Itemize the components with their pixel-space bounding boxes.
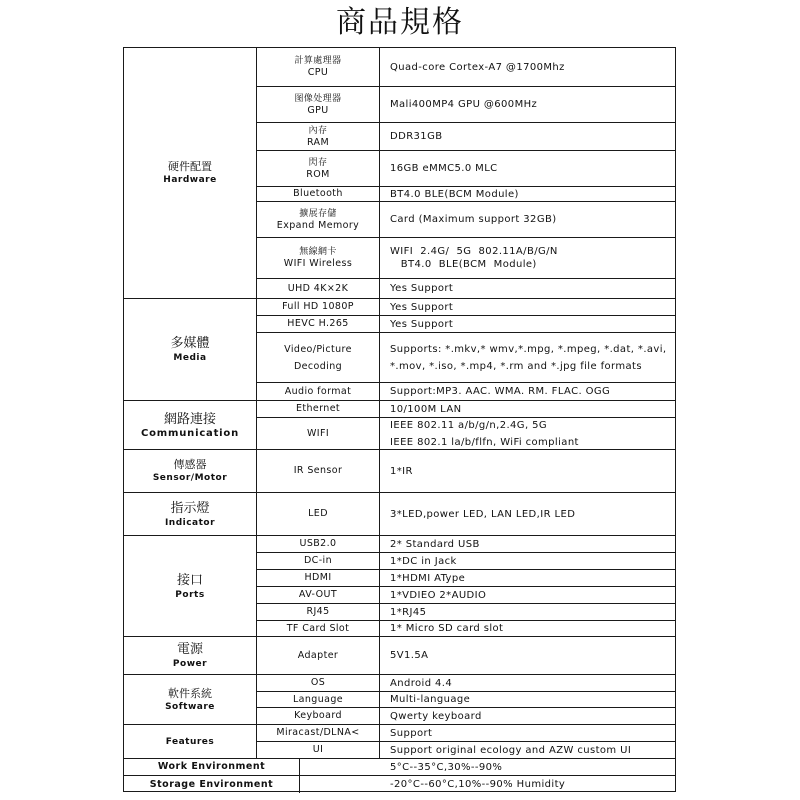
param-en: UHD 4K×2K bbox=[287, 282, 349, 294]
value-line: 1*DC in Jack bbox=[390, 555, 457, 567]
param-en: Keyboard bbox=[294, 710, 342, 721]
value-line: Yes Support bbox=[390, 283, 454, 294]
category-en: Software bbox=[165, 701, 215, 712]
param-usb bbox=[257, 535, 380, 552]
param-bluetooth bbox=[257, 186, 380, 201]
param-en: Adapter bbox=[297, 649, 339, 661]
category-media bbox=[124, 298, 257, 400]
param-ir-sensor bbox=[257, 449, 380, 492]
category-zh: 軟件系統 bbox=[168, 686, 212, 700]
category-indicator bbox=[124, 492, 257, 535]
param-en: HEVC H.265 bbox=[287, 318, 349, 329]
param-en: Language bbox=[292, 693, 344, 705]
value-gpu bbox=[380, 86, 676, 122]
value-line: Mali400MP4 GPU @600MHz bbox=[390, 99, 538, 110]
param-en: Expand Memory bbox=[276, 219, 360, 231]
category-en: Power bbox=[172, 659, 208, 669]
value-line: Yes Support bbox=[390, 318, 454, 330]
param-en: USB2.0 bbox=[299, 538, 337, 549]
category-storage-environment bbox=[124, 775, 300, 793]
category-zh: 傳感器 bbox=[173, 458, 207, 471]
category-en: Storage Environment bbox=[149, 778, 274, 790]
param-rj45 bbox=[257, 603, 380, 620]
value-line: IEEE 802.1 la/b/flfn, WiFi compliant bbox=[390, 436, 579, 448]
param-en: Ethernet bbox=[295, 403, 341, 414]
param-cpu bbox=[257, 48, 380, 86]
value-line: Card (Maximum support 32GB) bbox=[390, 214, 557, 225]
value-uhd bbox=[380, 278, 676, 298]
param-en: RAM bbox=[306, 136, 330, 148]
param-full-hd bbox=[257, 298, 380, 315]
param-zh: 擴展存儲 bbox=[299, 208, 337, 219]
category-ports bbox=[124, 535, 257, 636]
value-line: Android 4.4 bbox=[390, 677, 453, 689]
param-zh: 內存 bbox=[308, 125, 328, 136]
value-line: 3*LED,power LED, LAN LED,IR LED bbox=[390, 508, 576, 520]
value-line: 1*RJ45 bbox=[390, 606, 427, 618]
param-en: HDMI bbox=[304, 572, 332, 583]
category-communication bbox=[124, 400, 257, 449]
value-line: 2* Standard USB bbox=[390, 538, 480, 550]
value-line: Supports: *.mkv,* wmv,*.mpg, *.mpeg, *.dat, *.avi, bbox=[390, 343, 667, 355]
value-led bbox=[380, 492, 676, 535]
value-language bbox=[380, 691, 676, 707]
param-en: WIFI bbox=[306, 427, 330, 439]
param-en: RJ45 bbox=[306, 606, 330, 617]
value-keyboard bbox=[380, 707, 676, 724]
category-zh: 接口 bbox=[176, 572, 203, 588]
param-en: Miracast/DLNA< bbox=[276, 727, 360, 738]
value-line: WIFI 2.4G/ 5G 802.11A/B/G/N bbox=[390, 246, 558, 257]
category-software bbox=[124, 674, 257, 724]
value-rom bbox=[380, 150, 676, 186]
category-zh: 硬件配置 bbox=[168, 160, 212, 173]
param-ram bbox=[257, 122, 380, 150]
param-zh: 無線網卡 bbox=[299, 247, 337, 257]
value-line: Support original ecology and AZW custom UI bbox=[390, 744, 632, 756]
category-zh: 電源 bbox=[176, 642, 203, 657]
value-line: 16GB eMMC5.0 MLC bbox=[390, 163, 498, 174]
param-os bbox=[257, 674, 380, 691]
value-av-out bbox=[380, 586, 676, 603]
value-work-environment bbox=[300, 758, 676, 775]
value-line: Support:MP3. AAC. WMA. RM. FLAC. OGG bbox=[390, 386, 611, 397]
param-en: GPU bbox=[307, 104, 329, 116]
category-en: Sensor/Motor bbox=[152, 473, 228, 483]
category-power bbox=[124, 636, 257, 674]
value-line: Qwerty keyboard bbox=[390, 710, 482, 722]
category-features bbox=[124, 724, 257, 758]
value-usb bbox=[380, 535, 676, 552]
category-zh: 網路連接 bbox=[163, 411, 216, 427]
category-zh: 多媒體 bbox=[170, 336, 210, 351]
param-wifi bbox=[257, 417, 380, 449]
value-line: -20°C--60°C,10%--90% Humidity bbox=[390, 779, 566, 790]
value-miracast bbox=[380, 724, 676, 741]
value-line: Quad-core Cortex-A7 @1700Mhz bbox=[390, 61, 565, 73]
value-hdmi bbox=[380, 569, 676, 586]
value-wifi bbox=[380, 417, 676, 449]
param-av-out bbox=[257, 586, 380, 603]
category-en: Ports bbox=[175, 589, 205, 600]
value-ui bbox=[380, 741, 676, 758]
param-adapter bbox=[257, 636, 380, 674]
value-line: BT4.0 BLE(BCM Module) bbox=[390, 188, 519, 200]
value-rj45 bbox=[380, 603, 676, 620]
value-ir-sensor bbox=[380, 449, 676, 492]
param-en: Video/Picture bbox=[284, 343, 352, 355]
param-zh: 閃存 bbox=[308, 157, 328, 168]
value-storage-environment bbox=[300, 775, 676, 793]
param-ethernet bbox=[257, 400, 380, 417]
value-ram bbox=[380, 122, 676, 150]
param-tf-card bbox=[257, 620, 380, 636]
param-video-picture bbox=[257, 332, 380, 382]
param-en: WIFI Wireless bbox=[283, 258, 353, 269]
value-line: 5°C--35°C,30%--90% bbox=[390, 761, 503, 773]
category-en: Hardware bbox=[163, 175, 217, 185]
category-en: Indicator bbox=[164, 517, 216, 528]
param-expand-memory bbox=[257, 201, 380, 237]
param-en: Bluetooth bbox=[293, 188, 343, 199]
value-line: 10/100M LAN bbox=[390, 403, 462, 415]
param-en: AV-OUT bbox=[298, 589, 338, 600]
value-line: 1*IR bbox=[390, 465, 413, 477]
category-hardware bbox=[124, 48, 257, 298]
param-language bbox=[257, 691, 380, 707]
value-cpu bbox=[380, 48, 676, 86]
value-line: 5V1.5A bbox=[390, 650, 429, 661]
value-video-picture bbox=[380, 332, 676, 382]
value-tf-card bbox=[380, 620, 676, 636]
value-line: *.mov, *.iso, *.mp4, *.rm and *.jpg file formats bbox=[390, 360, 642, 372]
value-line: IEEE 802.11 a/b/g/n,2.4G, 5G bbox=[390, 419, 548, 431]
param-en: CPU bbox=[307, 67, 329, 78]
param-en: ROM bbox=[306, 168, 330, 180]
param-uhd bbox=[257, 278, 380, 298]
category-zh: 指示燈 bbox=[170, 500, 210, 516]
value-line: 1*HDMI AType bbox=[390, 572, 466, 584]
category-sensor bbox=[124, 449, 257, 492]
category-work-environment bbox=[124, 758, 300, 775]
value-hevc bbox=[380, 315, 676, 332]
value-line: 1*VDIEO 2*AUDIO bbox=[390, 589, 487, 601]
param-en: UI bbox=[312, 744, 324, 755]
value-audio-format bbox=[380, 382, 676, 400]
param-en: Audio format bbox=[284, 385, 352, 397]
param-en-2: Decoding bbox=[293, 360, 343, 372]
param-hevc bbox=[257, 315, 380, 332]
value-ethernet bbox=[380, 400, 676, 417]
category-en: Media bbox=[173, 353, 207, 363]
param-keyboard bbox=[257, 707, 380, 724]
page-title: 商品規格 bbox=[336, 5, 464, 40]
param-en: IR Sensor bbox=[293, 465, 343, 476]
param-audio-format bbox=[257, 382, 380, 400]
param-rom bbox=[257, 150, 380, 186]
param-en: Full HD 1080P bbox=[282, 301, 354, 312]
value-wifi-wireless bbox=[380, 237, 676, 278]
value-dc-in bbox=[380, 552, 676, 569]
param-hdmi bbox=[257, 569, 380, 586]
param-en: DC-in bbox=[303, 555, 333, 566]
value-line: DDR31GB bbox=[390, 131, 443, 142]
spec-table bbox=[123, 47, 676, 792]
value-bluetooth bbox=[380, 186, 676, 201]
param-dc-in bbox=[257, 552, 380, 569]
param-gpu bbox=[257, 86, 380, 122]
value-line: Support bbox=[390, 727, 433, 739]
value-line: BT4.0 BLE(BCM Module) bbox=[390, 259, 537, 270]
param-wifi-wireless bbox=[257, 237, 380, 278]
category-en: Features bbox=[165, 736, 215, 747]
param-zh: 計算處理器 bbox=[294, 56, 342, 66]
category-en: Communication bbox=[141, 427, 239, 439]
param-zh: 图像处理器 bbox=[294, 93, 342, 104]
param-miracast bbox=[257, 724, 380, 741]
value-os bbox=[380, 674, 676, 691]
value-line: Yes Support bbox=[390, 301, 454, 313]
param-ui bbox=[257, 741, 380, 758]
value-line: 1* Micro SD card slot bbox=[390, 623, 504, 634]
param-en: TF Card Slot bbox=[286, 622, 350, 634]
value-adapter bbox=[380, 636, 676, 674]
value-line: Multi-language bbox=[390, 694, 471, 705]
value-expand-memory bbox=[380, 201, 676, 237]
param-en: LED bbox=[308, 508, 328, 519]
value-full-hd bbox=[380, 298, 676, 315]
category-en: Work Environment bbox=[157, 761, 266, 772]
param-en: OS bbox=[310, 677, 326, 688]
param-led bbox=[257, 492, 380, 535]
